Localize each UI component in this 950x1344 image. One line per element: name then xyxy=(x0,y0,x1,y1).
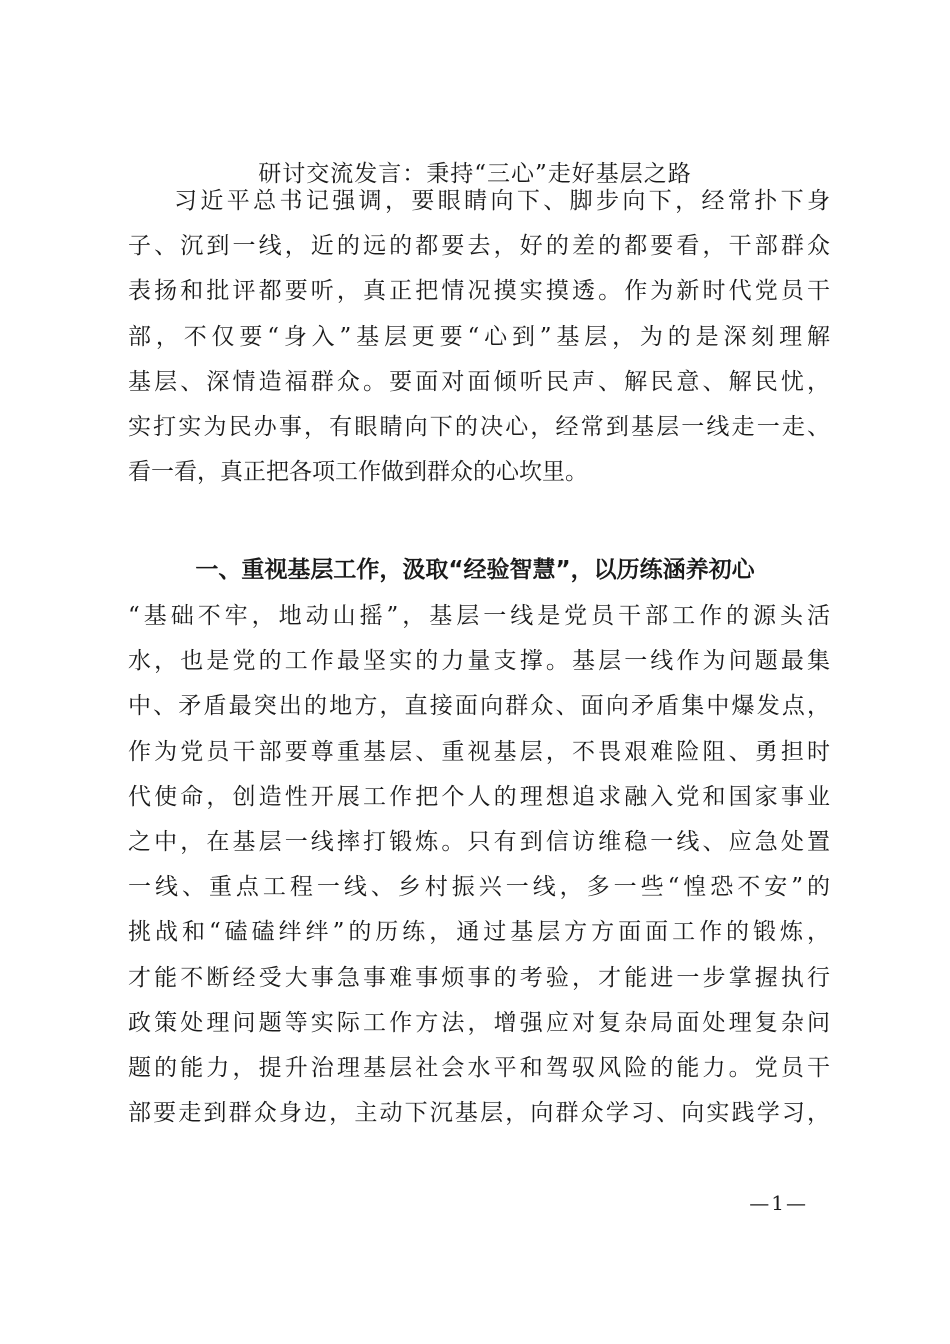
paragraph-line: 代使命，创造性开展工作把个人的理想追求融入党和国家事业 xyxy=(128,783,830,810)
paragraph-line: 水，也是党的工作最坚实的力量支撑。基层一线作为问题最集 xyxy=(128,648,830,675)
paragraph-line: 实打实为民办事，有眼睛向下的决心，经常到基层一线走一走、 xyxy=(128,413,830,440)
paragraph-line: 表扬和批评都要听，真正把情况摸实摸透。作为新时代党员干 xyxy=(128,278,830,305)
paragraph-line: 子、沉到一线，近的远的都要去，好的差的都要看，干部群众 xyxy=(128,233,830,260)
paragraph-line: 之中，在基层一线摔打锻炼。只有到信访维稳一线、应急处置 xyxy=(128,828,830,855)
paragraph-line: 题的能力，提升治理基层社会水平和驾驭风险的能力。党员干 xyxy=(128,1054,830,1081)
paragraph-line: 一线、重点工程一线、乡村振兴一线，多一些“惶恐不安”的 xyxy=(128,874,830,901)
page-number: —1— xyxy=(749,1191,808,1215)
paragraph-line: “基础不牢，地动山摇”，基层一线是党员干部工作的源头活 xyxy=(128,603,830,629)
paragraph-line: 看一看，真正把各项工作做到群众的心坎里。 xyxy=(128,459,588,486)
paragraph-line: 习近平总书记强调，要眼睛向下、脚步向下，经常扑下身 xyxy=(174,188,830,214)
paragraph-line: 挑战和“磕磕绊绊”的历练，通过基层方方面面工作的锻炼， xyxy=(128,919,830,946)
document-title: 研讨交流发言：秉持“三心”走好基层之路 xyxy=(258,161,692,187)
section-heading: 一、重视基层工作，汲取“经验智慧”，以历练涵养初心 xyxy=(195,557,755,583)
intro-paragraph xyxy=(128,179,830,495)
section1-paragraph xyxy=(128,594,830,1136)
paragraph-line: 政策处理问题等实际工作方法，增强应对复杂局面处理复杂问 xyxy=(128,1009,830,1036)
paragraph-line: 作为党员干部要尊重基层、重视基层，不畏艰难险阻、勇担时 xyxy=(128,738,830,765)
paragraph-line: 基层、深情造福群众。要面对面倾听民声、解民意、解民忧， xyxy=(128,368,830,395)
paragraph-line: 部，不仅要“身入”基层更要“心到”基层，为的是深刻理解 xyxy=(128,323,830,350)
paragraph-line: 中、矛盾最突出的地方，直接面向群众、面向矛盾集中爆发点， xyxy=(128,693,830,720)
paragraph-line: 部要走到群众身边，主动下沉基层，向群众学习、向实践学习， xyxy=(128,1100,830,1127)
paragraph-line: 才能不断经受大事急事难事烦事的考验，才能进一步掌握执行 xyxy=(128,964,830,991)
